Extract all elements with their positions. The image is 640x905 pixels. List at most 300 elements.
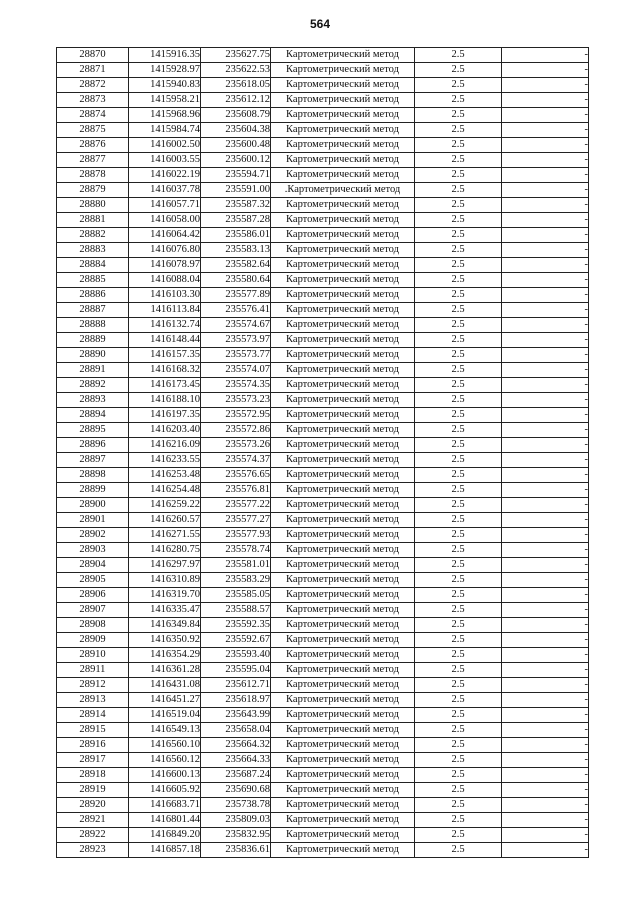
table-row <box>57 618 589 633</box>
y-coordinate-cell: 235658.04 <box>201 723 271 738</box>
method-cell: Картометрический метод <box>271 408 415 423</box>
x-coordinate-cell: 1415984.74 <box>129 123 201 138</box>
note-cell: - <box>502 828 589 843</box>
x-coordinate-cell: 1415968.96 <box>129 108 201 123</box>
y-coordinate-cell: 235664.32 <box>201 738 271 753</box>
method-cell: Картометрический метод <box>271 168 415 183</box>
table-row <box>57 573 589 588</box>
table-row <box>57 243 589 258</box>
accuracy-cell: 2.5 <box>415 678 502 693</box>
point-number-cell: 28903 <box>57 543 129 558</box>
method-cell: Картометрический метод <box>271 753 415 768</box>
accuracy-cell: 2.5 <box>415 603 502 618</box>
x-coordinate-cell: 1416319.70 <box>129 588 201 603</box>
accuracy-cell: 2.5 <box>415 558 502 573</box>
y-coordinate-cell: 235604.38 <box>201 123 271 138</box>
accuracy-cell: 2.5 <box>415 798 502 813</box>
accuracy-cell: 2.5 <box>415 663 502 678</box>
accuracy-cell: 2.5 <box>415 78 502 93</box>
y-coordinate-cell: 235687.24 <box>201 768 271 783</box>
accuracy-cell: 2.5 <box>415 723 502 738</box>
note-cell: - <box>502 843 589 858</box>
point-number-cell: 28898 <box>57 468 129 483</box>
method-cell: Картометрический метод <box>271 768 415 783</box>
table-row <box>57 663 589 678</box>
table-row <box>57 228 589 243</box>
point-number-cell: 28899 <box>57 483 129 498</box>
table-row <box>57 528 589 543</box>
accuracy-cell: 2.5 <box>415 513 502 528</box>
accuracy-cell: 2.5 <box>415 363 502 378</box>
note-cell: - <box>502 663 589 678</box>
y-coordinate-cell: 235643.99 <box>201 708 271 723</box>
point-number-cell: 28902 <box>57 528 129 543</box>
method-cell: Картометрический метод <box>271 243 415 258</box>
accuracy-cell: 2.5 <box>415 318 502 333</box>
y-coordinate-cell: 235809.03 <box>201 813 271 828</box>
table-row <box>57 378 589 393</box>
table-row <box>57 648 589 663</box>
y-coordinate-cell: 235581.01 <box>201 558 271 573</box>
point-number-cell: 28915 <box>57 723 129 738</box>
x-coordinate-cell: 1416188.10 <box>129 393 201 408</box>
table-row <box>57 393 589 408</box>
table-row <box>57 258 589 273</box>
method-cell: Картометрический метод <box>271 348 415 363</box>
table-row <box>57 153 589 168</box>
y-coordinate-cell: 235600.48 <box>201 138 271 153</box>
x-coordinate-cell: 1416310.89 <box>129 573 201 588</box>
x-coordinate-cell: 1416216.09 <box>129 438 201 453</box>
method-cell: Картометрический метод <box>271 333 415 348</box>
accuracy-cell: 2.5 <box>415 543 502 558</box>
table-row <box>57 813 589 828</box>
point-number-cell: 28900 <box>57 498 129 513</box>
table-row <box>57 108 589 123</box>
accuracy-cell: 2.5 <box>415 483 502 498</box>
note-cell: - <box>502 693 589 708</box>
accuracy-cell: 2.5 <box>415 108 502 123</box>
y-coordinate-cell: 235595.04 <box>201 663 271 678</box>
point-number-cell: 28880 <box>57 198 129 213</box>
point-number-cell: 28896 <box>57 438 129 453</box>
y-coordinate-cell: 235612.12 <box>201 93 271 108</box>
point-number-cell: 28888 <box>57 318 129 333</box>
table-row <box>57 348 589 363</box>
x-coordinate-cell: 1415928.97 <box>129 63 201 78</box>
x-coordinate-cell: 1416148.44 <box>129 333 201 348</box>
table-row <box>57 333 589 348</box>
y-coordinate-cell: 235600.12 <box>201 153 271 168</box>
y-coordinate-cell: 235576.41 <box>201 303 271 318</box>
accuracy-cell: 2.5 <box>415 48 502 63</box>
point-number-cell: 28881 <box>57 213 129 228</box>
note-cell: - <box>502 108 589 123</box>
point-number-cell: 28904 <box>57 558 129 573</box>
accuracy-cell: 2.5 <box>415 498 502 513</box>
x-coordinate-cell: 1416361.28 <box>129 663 201 678</box>
x-coordinate-cell: 1416271.55 <box>129 528 201 543</box>
table-row <box>57 363 589 378</box>
x-coordinate-cell: 1416203.40 <box>129 423 201 438</box>
table-row <box>57 513 589 528</box>
x-coordinate-cell: 1416132.74 <box>129 318 201 333</box>
method-cell: Картометрический метод <box>271 738 415 753</box>
method-cell: Картометрический метод <box>271 723 415 738</box>
point-number-cell: 28901 <box>57 513 129 528</box>
method-cell: Картометрический метод <box>271 693 415 708</box>
y-coordinate-cell: 235577.27 <box>201 513 271 528</box>
accuracy-cell: 2.5 <box>415 183 502 198</box>
method-cell: Картометрический метод <box>271 528 415 543</box>
point-number-cell: 28905 <box>57 573 129 588</box>
accuracy-cell: 2.5 <box>415 648 502 663</box>
method-cell: Картометрический метод <box>271 393 415 408</box>
point-number-cell: 28912 <box>57 678 129 693</box>
accuracy-cell: 2.5 <box>415 708 502 723</box>
x-coordinate-cell: 1416157.35 <box>129 348 201 363</box>
method-cell: Картометрический метод <box>271 783 415 798</box>
point-number-cell: 28909 <box>57 633 129 648</box>
point-number-cell: 28919 <box>57 783 129 798</box>
point-number-cell: 28916 <box>57 738 129 753</box>
point-number-cell: 28894 <box>57 408 129 423</box>
x-coordinate-cell: 1416197.35 <box>129 408 201 423</box>
y-coordinate-cell: 235574.37 <box>201 453 271 468</box>
accuracy-cell: 2.5 <box>415 213 502 228</box>
table-row <box>57 483 589 498</box>
point-number-cell: 28875 <box>57 123 129 138</box>
y-coordinate-cell: 235583.13 <box>201 243 271 258</box>
note-cell: - <box>502 303 589 318</box>
accuracy-cell: 2.5 <box>415 273 502 288</box>
method-cell: Картометрический метод <box>271 63 415 78</box>
point-number-cell: 28874 <box>57 108 129 123</box>
y-coordinate-cell: 235574.35 <box>201 378 271 393</box>
x-coordinate-cell: 1416078.97 <box>129 258 201 273</box>
table-row <box>57 828 589 843</box>
table-row <box>57 588 589 603</box>
note-cell: - <box>502 738 589 753</box>
note-cell: - <box>502 393 589 408</box>
note-cell: - <box>502 453 589 468</box>
note-cell: - <box>502 243 589 258</box>
table-row <box>57 738 589 753</box>
method-cell: Картометрический метод <box>271 453 415 468</box>
method-cell: Картометрический метод <box>271 843 415 858</box>
y-coordinate-cell: 235591.00 <box>201 183 271 198</box>
accuracy-cell: 2.5 <box>415 63 502 78</box>
method-cell: Картометрический метод <box>271 213 415 228</box>
method-cell: Картометрический метод <box>271 93 415 108</box>
accuracy-cell: 2.5 <box>415 123 502 138</box>
x-coordinate-cell: 1416297.97 <box>129 558 201 573</box>
accuracy-cell: 2.5 <box>415 258 502 273</box>
accuracy-cell: 2.5 <box>415 243 502 258</box>
note-cell: - <box>502 63 589 78</box>
note-cell: - <box>502 678 589 693</box>
note-cell: - <box>502 198 589 213</box>
note-cell: - <box>502 123 589 138</box>
accuracy-cell: 2.5 <box>415 843 502 858</box>
table-row <box>57 123 589 138</box>
accuracy-cell: 2.5 <box>415 453 502 468</box>
accuracy-cell: 2.5 <box>415 738 502 753</box>
y-coordinate-cell: 235664.33 <box>201 753 271 768</box>
accuracy-cell: 2.5 <box>415 633 502 648</box>
y-coordinate-cell: 235738.78 <box>201 798 271 813</box>
y-coordinate-cell: 235578.74 <box>201 543 271 558</box>
y-coordinate-cell: 235577.22 <box>201 498 271 513</box>
point-number-cell: 28921 <box>57 813 129 828</box>
accuracy-cell: 2.5 <box>415 153 502 168</box>
note-cell: - <box>502 483 589 498</box>
point-number-cell: 28876 <box>57 138 129 153</box>
table-row <box>57 303 589 318</box>
accuracy-cell: 2.5 <box>415 198 502 213</box>
x-coordinate-cell: 1416037.78 <box>129 183 201 198</box>
note-cell: - <box>502 213 589 228</box>
accuracy-cell: 2.5 <box>415 618 502 633</box>
point-number-cell: 28889 <box>57 333 129 348</box>
point-number-cell: 28884 <box>57 258 129 273</box>
note-cell: - <box>502 348 589 363</box>
note-cell: - <box>502 138 589 153</box>
y-coordinate-cell: 235612.71 <box>201 678 271 693</box>
method-cell: Картометрический метод <box>271 258 415 273</box>
accuracy-cell: 2.5 <box>415 288 502 303</box>
table-row <box>57 708 589 723</box>
accuracy-cell: 2.5 <box>415 828 502 843</box>
x-coordinate-cell: 1416451.27 <box>129 693 201 708</box>
table-row <box>57 693 589 708</box>
table-row <box>57 408 589 423</box>
x-coordinate-cell: 1415958.21 <box>129 93 201 108</box>
method-cell: Картометрический метод <box>271 558 415 573</box>
method-cell: Картометрический метод <box>271 228 415 243</box>
x-coordinate-cell: 1416683.71 <box>129 798 201 813</box>
point-number-cell: 28914 <box>57 708 129 723</box>
x-coordinate-cell: 1416088.04 <box>129 273 201 288</box>
x-coordinate-cell: 1416349.84 <box>129 618 201 633</box>
x-coordinate-cell: 1415916.35 <box>129 48 201 63</box>
y-coordinate-cell: 235574.67 <box>201 318 271 333</box>
accuracy-cell: 2.5 <box>415 168 502 183</box>
y-coordinate-cell: 235622.53 <box>201 63 271 78</box>
note-cell: - <box>502 528 589 543</box>
table-row <box>57 438 589 453</box>
x-coordinate-cell: 1416350.92 <box>129 633 201 648</box>
table-row <box>57 843 589 858</box>
y-coordinate-cell: 235592.35 <box>201 618 271 633</box>
x-coordinate-cell: 1416064.42 <box>129 228 201 243</box>
note-cell: - <box>502 498 589 513</box>
table-row <box>57 753 589 768</box>
x-coordinate-cell: 1416113.84 <box>129 303 201 318</box>
accuracy-cell: 2.5 <box>415 228 502 243</box>
note-cell: - <box>502 273 589 288</box>
method-cell: Картометрический метод <box>271 543 415 558</box>
point-number-cell: 28878 <box>57 168 129 183</box>
x-coordinate-cell: 1416003.55 <box>129 153 201 168</box>
point-number-cell: 28920 <box>57 798 129 813</box>
coordinates-table-body <box>57 48 589 858</box>
coordinates-table <box>56 47 589 858</box>
method-cell: .Картометрический метод <box>271 183 415 198</box>
point-number-cell: 28873 <box>57 93 129 108</box>
x-coordinate-cell: 1416022.19 <box>129 168 201 183</box>
table-row <box>57 678 589 693</box>
table-row <box>57 603 589 618</box>
x-coordinate-cell: 1416849.20 <box>129 828 201 843</box>
accuracy-cell: 2.5 <box>415 438 502 453</box>
table-row <box>57 768 589 783</box>
y-coordinate-cell: 235618.05 <box>201 78 271 93</box>
x-coordinate-cell: 1416168.32 <box>129 363 201 378</box>
note-cell: - <box>502 153 589 168</box>
page-number: 564 <box>309 17 331 31</box>
y-coordinate-cell: 235573.23 <box>201 393 271 408</box>
y-coordinate-cell: 235573.97 <box>201 333 271 348</box>
x-coordinate-cell: 1416253.48 <box>129 468 201 483</box>
point-number-cell: 28887 <box>57 303 129 318</box>
note-cell: - <box>502 183 589 198</box>
y-coordinate-cell: 235690.68 <box>201 783 271 798</box>
method-cell: Картометрический метод <box>271 633 415 648</box>
y-coordinate-cell: 235576.81 <box>201 483 271 498</box>
y-coordinate-cell: 235573.77 <box>201 348 271 363</box>
method-cell: Картометрический метод <box>271 303 415 318</box>
x-coordinate-cell: 1416560.10 <box>129 738 201 753</box>
y-coordinate-cell: 235573.26 <box>201 438 271 453</box>
method-cell: Картометрический метод <box>271 573 415 588</box>
point-number-cell: 28911 <box>57 663 129 678</box>
accuracy-cell: 2.5 <box>415 138 502 153</box>
table-row <box>57 723 589 738</box>
y-coordinate-cell: 235585.05 <box>201 588 271 603</box>
point-number-cell: 28883 <box>57 243 129 258</box>
table-row <box>57 498 589 513</box>
method-cell: Картометрический метод <box>271 468 415 483</box>
point-number-cell: 28910 <box>57 648 129 663</box>
x-coordinate-cell: 1416259.22 <box>129 498 201 513</box>
y-coordinate-cell: 235583.29 <box>201 573 271 588</box>
point-number-cell: 28891 <box>57 363 129 378</box>
point-number-cell: 28893 <box>57 393 129 408</box>
point-number-cell: 28913 <box>57 693 129 708</box>
point-number-cell: 28907 <box>57 603 129 618</box>
point-number-cell: 28892 <box>57 378 129 393</box>
table-row <box>57 63 589 78</box>
method-cell: Картометрический метод <box>271 78 415 93</box>
point-number-cell: 28897 <box>57 453 129 468</box>
method-cell: Картометрический метод <box>271 603 415 618</box>
accuracy-cell: 2.5 <box>415 753 502 768</box>
point-number-cell: 28895 <box>57 423 129 438</box>
point-number-cell: 28877 <box>57 153 129 168</box>
method-cell: Картометрический метод <box>271 648 415 663</box>
table-row <box>57 273 589 288</box>
method-cell: Картометрический метод <box>271 153 415 168</box>
y-coordinate-cell: 235627.75 <box>201 48 271 63</box>
x-coordinate-cell: 1416519.04 <box>129 708 201 723</box>
note-cell: - <box>502 768 589 783</box>
table-row <box>57 48 589 63</box>
note-cell: - <box>502 543 589 558</box>
method-cell: Картометрический метод <box>271 108 415 123</box>
note-cell: - <box>502 603 589 618</box>
note-cell: - <box>502 318 589 333</box>
point-number-cell: 28918 <box>57 768 129 783</box>
y-coordinate-cell: 235577.93 <box>201 528 271 543</box>
x-coordinate-cell: 1416600.13 <box>129 768 201 783</box>
x-coordinate-cell: 1415940.83 <box>129 78 201 93</box>
note-cell: - <box>502 48 589 63</box>
method-cell: Картометрический метод <box>271 273 415 288</box>
x-coordinate-cell: 1416260.57 <box>129 513 201 528</box>
x-coordinate-cell: 1416233.55 <box>129 453 201 468</box>
y-coordinate-cell: 235577.89 <box>201 288 271 303</box>
note-cell: - <box>502 633 589 648</box>
x-coordinate-cell: 1416002.50 <box>129 138 201 153</box>
point-number-cell: 28923 <box>57 843 129 858</box>
accuracy-cell: 2.5 <box>415 528 502 543</box>
note-cell: - <box>502 798 589 813</box>
y-coordinate-cell: 235572.86 <box>201 423 271 438</box>
note-cell: - <box>502 423 589 438</box>
table-row <box>57 78 589 93</box>
method-cell: Картометрический метод <box>271 438 415 453</box>
point-number-cell: 28879 <box>57 183 129 198</box>
x-coordinate-cell: 1416560.12 <box>129 753 201 768</box>
point-number-cell: 28917 <box>57 753 129 768</box>
x-coordinate-cell: 1416431.08 <box>129 678 201 693</box>
point-number-cell: 28886 <box>57 288 129 303</box>
y-coordinate-cell: 235592.67 <box>201 633 271 648</box>
note-cell: - <box>502 573 589 588</box>
note-cell: - <box>502 468 589 483</box>
method-cell: Картометрический метод <box>271 288 415 303</box>
method-cell: Картометрический метод <box>271 123 415 138</box>
x-coordinate-cell: 1416549.13 <box>129 723 201 738</box>
x-coordinate-cell: 1416173.45 <box>129 378 201 393</box>
note-cell: - <box>502 648 589 663</box>
table-row <box>57 633 589 648</box>
note-cell: - <box>502 228 589 243</box>
note-cell: - <box>502 378 589 393</box>
note-cell: - <box>502 723 589 738</box>
note-cell: - <box>502 558 589 573</box>
note-cell: - <box>502 438 589 453</box>
y-coordinate-cell: 235586.01 <box>201 228 271 243</box>
y-coordinate-cell: 235582.64 <box>201 258 271 273</box>
y-coordinate-cell: 235608.79 <box>201 108 271 123</box>
method-cell: Картометрический метод <box>271 798 415 813</box>
y-coordinate-cell: 235580.64 <box>201 273 271 288</box>
accuracy-cell: 2.5 <box>415 408 502 423</box>
accuracy-cell: 2.5 <box>415 588 502 603</box>
y-coordinate-cell: 235574.07 <box>201 363 271 378</box>
table-row <box>57 93 589 108</box>
y-coordinate-cell: 235576.65 <box>201 468 271 483</box>
note-cell: - <box>502 333 589 348</box>
method-cell: Картометрический метод <box>271 828 415 843</box>
note-cell: - <box>502 813 589 828</box>
y-coordinate-cell: 235572.95 <box>201 408 271 423</box>
table-row <box>57 288 589 303</box>
accuracy-cell: 2.5 <box>415 303 502 318</box>
accuracy-cell: 2.5 <box>415 93 502 108</box>
